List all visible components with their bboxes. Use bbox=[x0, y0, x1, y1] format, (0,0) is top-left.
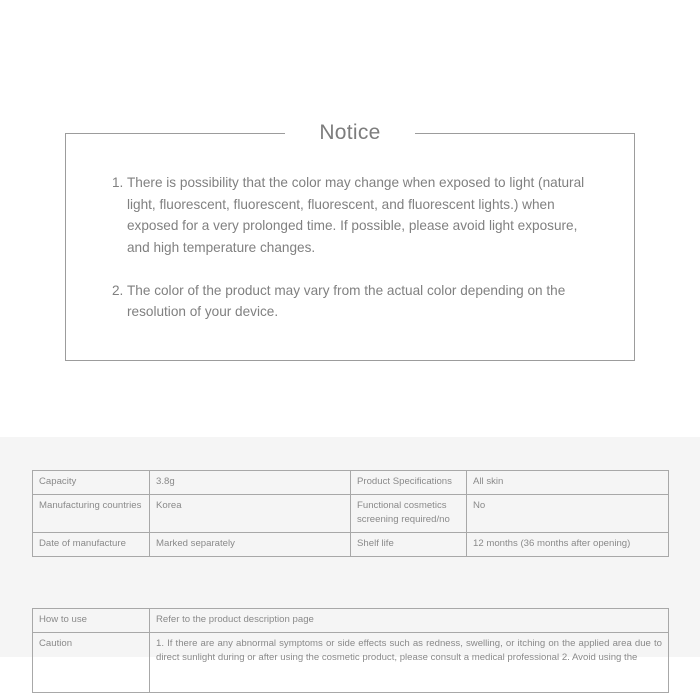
notice-item bbox=[112, 280, 592, 323]
notice-item-number: 2. bbox=[112, 282, 124, 298]
spec-label-capacity: Capacity bbox=[33, 471, 150, 495]
usage-value-caution: 1. If there are any abnormal symptoms or side effects such as redness, swelling, or itching on the applied area due to direct sunlight during or after using the cosmetic product, please consult a medical professional 2. Avoid using the bbox=[150, 633, 669, 693]
notice-list bbox=[112, 172, 592, 344]
product-info-section bbox=[0, 437, 700, 663]
spec-table bbox=[32, 470, 669, 557]
spec-value-manufacture-date: Marked separately bbox=[150, 533, 351, 557]
notice-item-text: The color of the product may vary from the actual color depending on the resolution of your device. bbox=[127, 282, 566, 319]
spec-label-functional: Functional cosmetics screening required/no bbox=[351, 495, 467, 533]
table-row bbox=[33, 633, 669, 693]
spec-value-capacity: 3.8g bbox=[150, 471, 351, 495]
spec-value-functional: No bbox=[467, 495, 669, 533]
table-row bbox=[33, 533, 669, 557]
spec-label-shelf-life: Shelf life bbox=[351, 533, 467, 557]
spec-value-shelf-life: 12 months (36 months after opening) bbox=[467, 533, 669, 557]
table-row bbox=[33, 609, 669, 633]
spec-label-country: Manufacturing countries bbox=[33, 495, 150, 533]
spec-value-country: Korea bbox=[150, 495, 351, 533]
spec-value-specifications: All skin bbox=[467, 471, 669, 495]
usage-value-how-to-use: Refer to the product description page bbox=[150, 609, 669, 633]
notice-title: Notice bbox=[285, 117, 415, 149]
spec-label-manufacture-date: Date of manufacture bbox=[33, 533, 150, 557]
usage-label-caution: Caution bbox=[33, 633, 150, 693]
table-row bbox=[33, 471, 669, 495]
table-row bbox=[33, 495, 669, 533]
notice-item bbox=[112, 172, 592, 258]
notice-item-number: 1. bbox=[112, 175, 124, 190]
usage-label-how-to-use: How to use bbox=[33, 609, 150, 633]
notice-item-text: There is possibility that the color may change when exposed to light (natural light, fluorescent, fluorescent, fluorescent, and fluorescent lights.) when exposed for a very prolonged time. If possible, please avoid light exposure, and high temperature changes. bbox=[127, 175, 585, 255]
usage-table bbox=[32, 608, 669, 693]
spec-label-specifications: Product Specifications bbox=[351, 471, 467, 495]
